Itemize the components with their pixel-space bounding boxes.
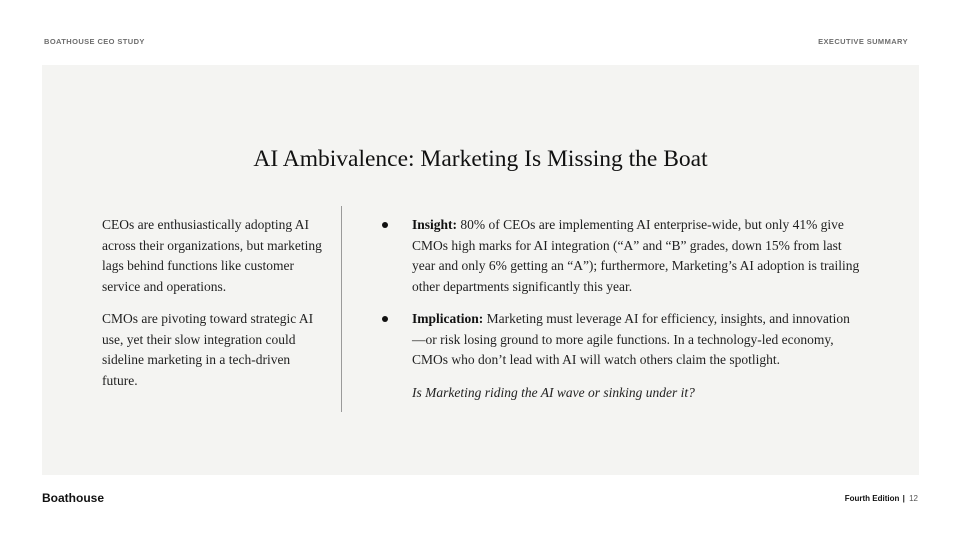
summary-column	[102, 215, 327, 403]
summary-paragraph: CMOs are pivoting toward strategic AI use, yet their slow integration could sideline marketing in a tech-driven future.	[102, 311, 314, 388]
brand-logo: Boathouse	[42, 491, 105, 505]
slide-title: AI Ambivalence: Marketing Is Missing the Boat	[253, 146, 708, 172]
bullet-label: Implication:	[412, 311, 484, 326]
bullet-dot-icon	[382, 222, 388, 228]
bullet-text: Marketing must leverage AI for efficiency, insights, and innovation—or risk losing ground to more agile functions. In a technology-led economy, CMOs who don’t lead with AI will watch others claim the spotlight.	[412, 311, 850, 367]
footer-separator: |	[902, 494, 905, 503]
header-section-label: EXECUTIVE SUMMARY	[818, 37, 908, 46]
header-study-label: BOATHOUSE CEO STUDY	[44, 37, 145, 46]
insight-bullet	[378, 215, 863, 297]
footer-edition	[845, 494, 918, 503]
page-number: 12	[909, 494, 918, 503]
bullet-label: Insight:	[412, 217, 458, 232]
bullet-dot-icon	[382, 316, 388, 322]
closing-question: Is Marketing riding the AI wave or sinking under it?	[412, 384, 695, 400]
content-panel	[42, 65, 919, 475]
implication-bullet	[378, 309, 863, 371]
column-divider	[341, 206, 342, 412]
edition-label: Fourth Edition	[844, 494, 900, 503]
bullet-text: 80% of CEOs are implementing AI enterprise-wide, but only 41% give CMOs high marks for AI integration (“A” and “B” grades, down 15% from last year and only 6% getting an “A”); furthermore, Marketing’s AI adoption is trailing other departments significantly this year.	[412, 217, 860, 294]
summary-paragraph: CEOs are enthusiastically adopting AI across their organizations, but marketing lags behind functions like customer service and operations.	[102, 217, 322, 294]
findings-column	[378, 215, 863, 403]
